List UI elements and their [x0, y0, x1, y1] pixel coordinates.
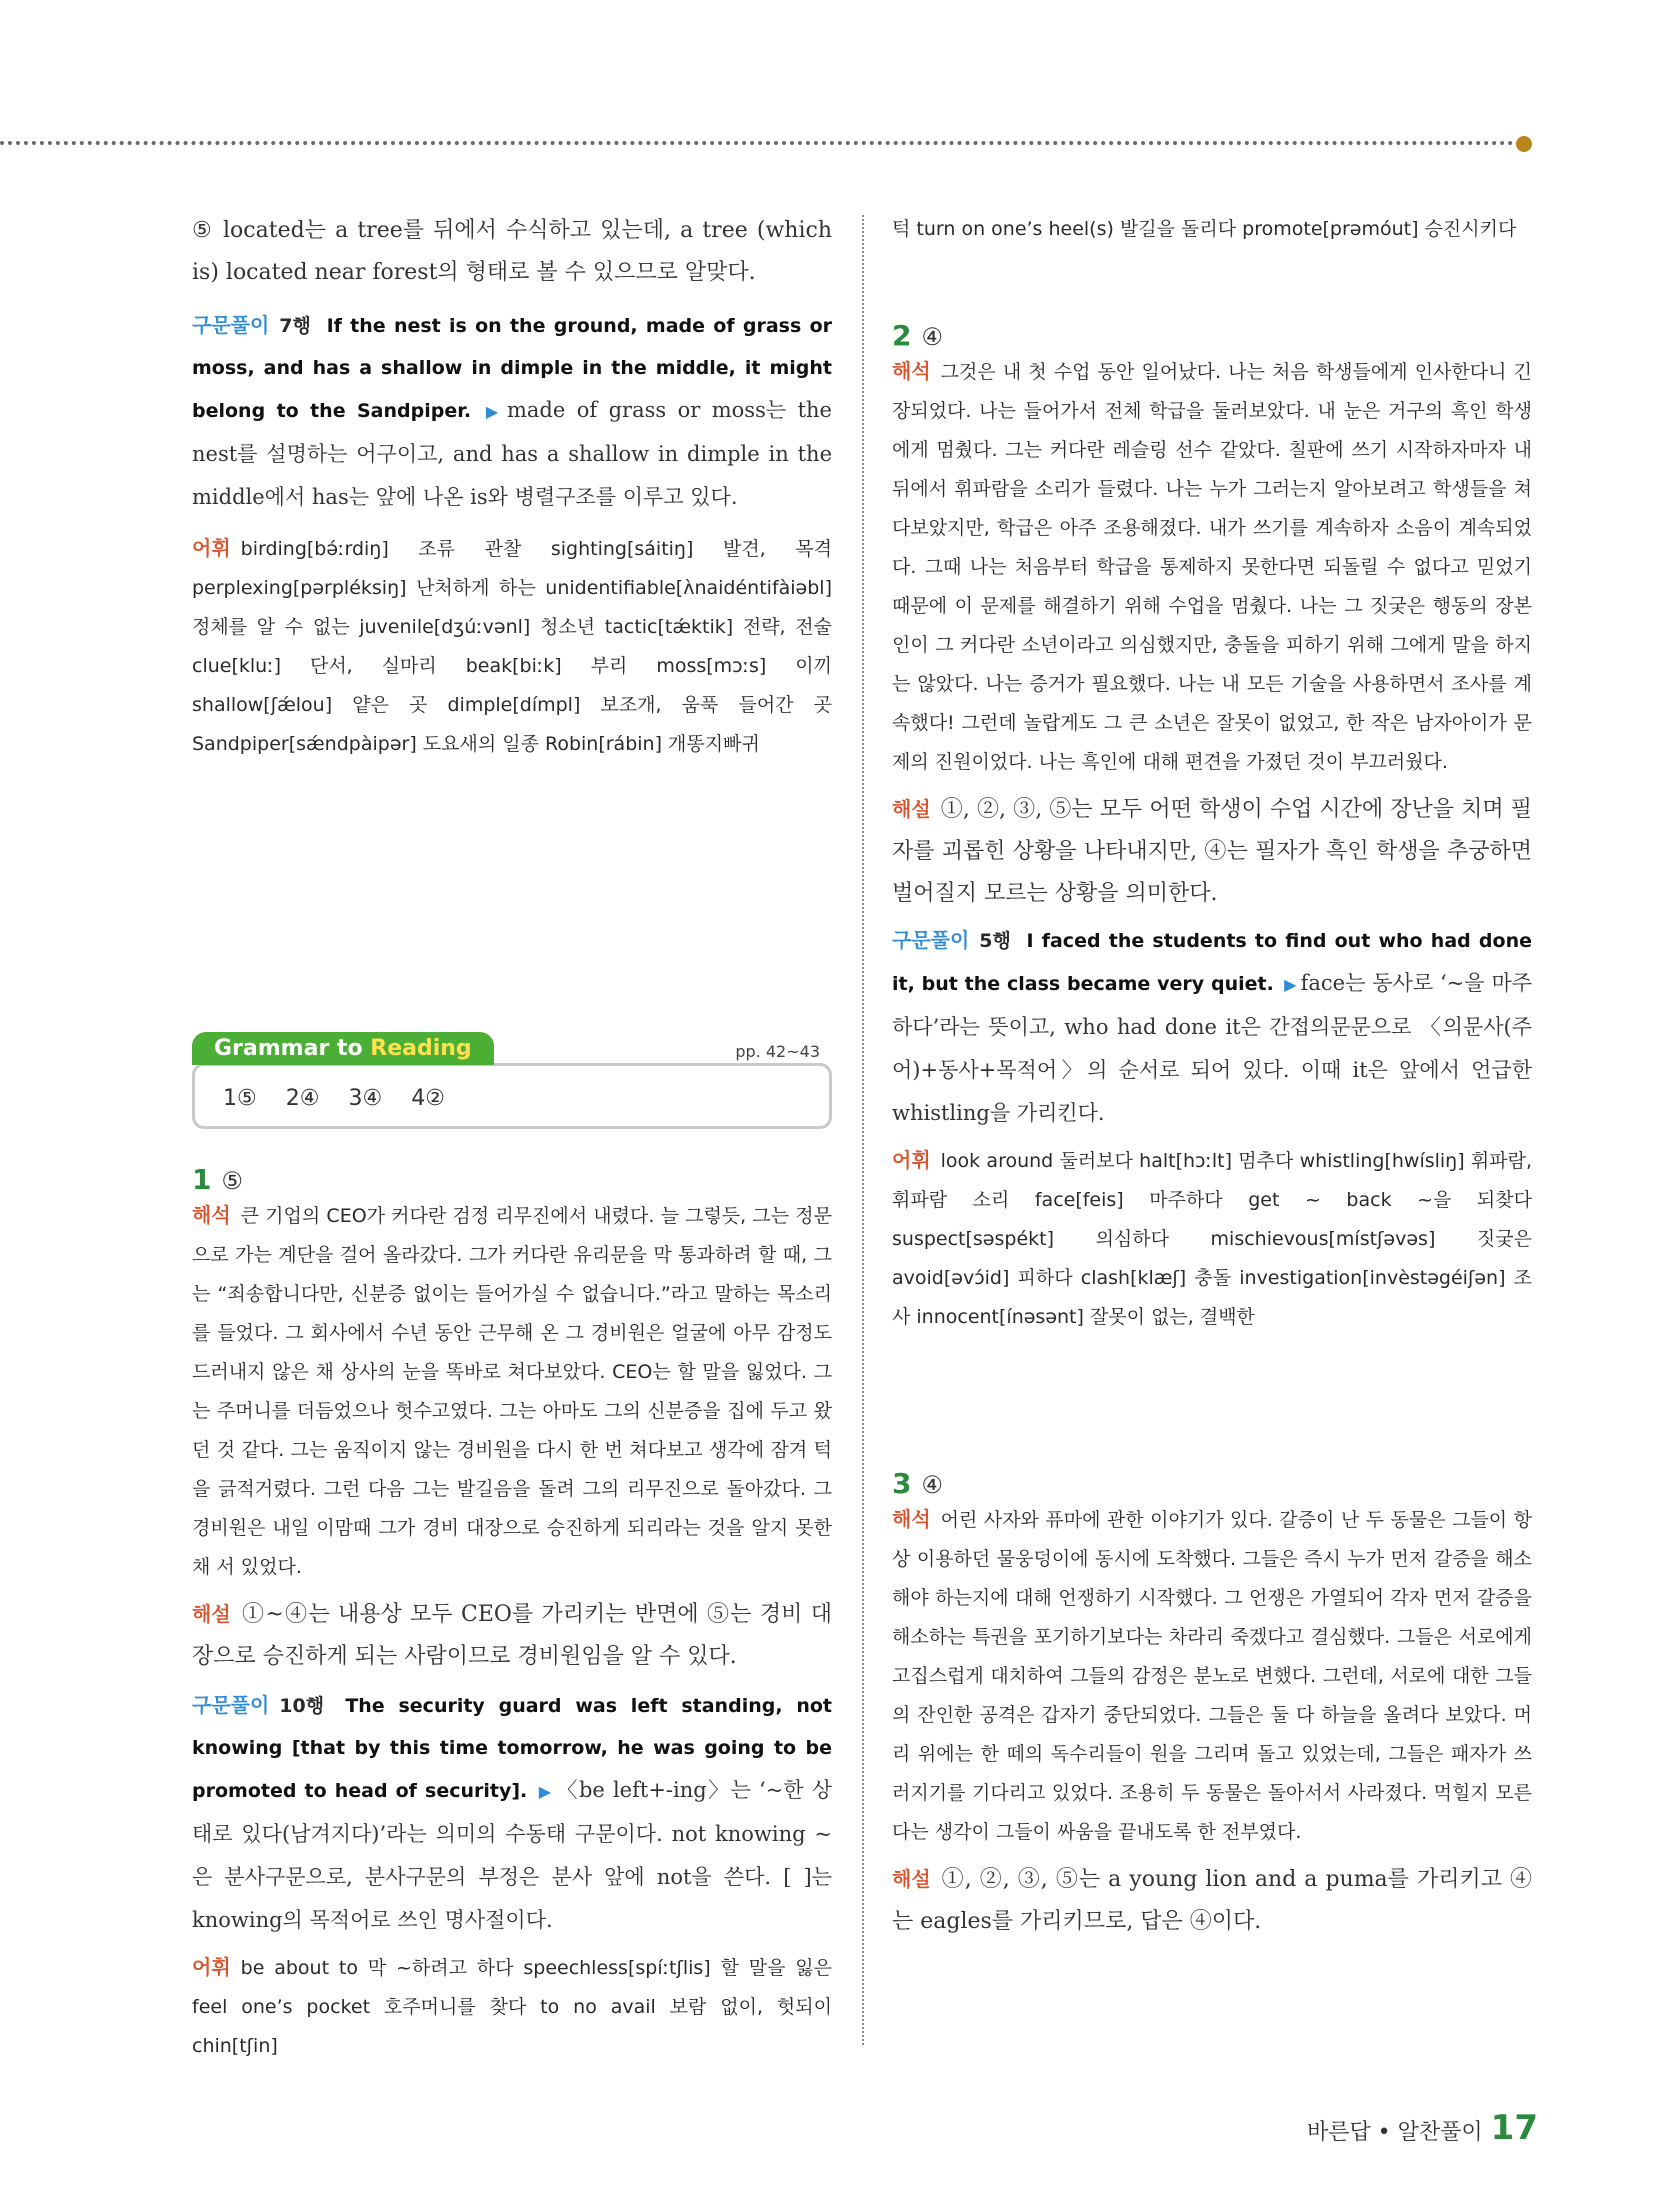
grammar-to-reading-label [192, 1032, 494, 1065]
explanation-1 [192, 1593, 832, 1678]
explanation-tag: 해설 [892, 1867, 931, 1891]
vocab-block-2 [192, 1948, 832, 2066]
question-answer: ④ [921, 1471, 943, 1499]
question-answer: ⑤ [221, 1167, 243, 1195]
vocab-text: look around 둘러보다 halt[hɔːlt] 멈추다 whistling[hwísliŋ] 휘파람, 휘파람 소리 face[feis] 마주하다 get ~ back ~을 되찾다 suspect[səspékt] 의심하다 mischievous[místʃəvəs] 짓궂은 avoid[əvɔ́id] 피하다 clash[klæʃ] 충돌 investigation[invèstəgéiʃən] 조사 innocent[ínəsənt] 잘못이 없는, 결백한 [892, 1150, 1532, 1328]
vocab-block-3 [892, 1141, 1532, 1337]
explanation-text: ①, ②, ③, ⑤는 a young lion and a puma를 가리키고 ④는 eagles를 가리키므로, 답은 ④이다. [892, 1867, 1532, 1934]
arrow-icon: ▶ [538, 1782, 553, 1801]
grammar-to-reading-box [192, 1032, 832, 1129]
explanation-text: ①, ②, ③, ⑤는 모두 어떤 학생이 수업 시간에 장난을 치며 필자를 괴롭힌 상황을 나타내지만, ④는 필자가 흑인 학생을 추궁하면 벌어질지 모르는 상황을 의미한다. [892, 797, 1532, 906]
answer-2: 2④ [285, 1086, 320, 1111]
column-divider [862, 215, 864, 2045]
vocab-tag: 어휘 [892, 1148, 931, 1172]
top-rule-end-dot [1516, 136, 1532, 152]
grammar-pages: pp. 42~43 [735, 1042, 820, 1061]
syntax-sentence: If the nest is on the ground, made of grass or moss, and has a shallow in dimple in the middle, it might belong to the Sandpiper. [192, 315, 832, 422]
translation-text: 큰 기업의 CEO가 커다란 검정 리무진에서 내렸다. 늘 그렇듯, 그는 정문으로 가는 계단을 걸어 올라갔다. 그가 커다란 유리문을 막 통과하려 할 때, 그는 “죄송합니다만, 신분증 없이는 들어가실 수 없습니다.”라고 말하는 목소리를 들었다. 그 회사에서 수년 동안 근무해 온 그 경비원은 얼굴에 아무 감정도 드러내지 않은 채 상사의 눈을 똑바로 쳐다보았다. CEO는 할 말을 잃었다. 그는 주머니를 더듬었으나 헛수고였다. 그는 아마도 그의 신분증을 집에 두고 왔던 것 같다. 그는 움직이지 않는 경비원을 다시 한 번 쳐다보고 생각에 잠겨 턱을 긁적거렸다. 그런 다음 그는 발길음을 돌려 그의 리무진으로 돌아갔다. 그 경비원은 내일 이맘때 그가 경비 대장으로 승진하게 되리라는 것을 알지 못한 채 서 있었다. [192, 1205, 832, 1578]
explanation-3 [892, 1858, 1532, 1943]
vocab-block-1 [192, 529, 832, 764]
arrow-icon: ▶ [1284, 975, 1297, 994]
answer-4: 4② [411, 1086, 445, 1111]
question-2-header [892, 319, 1532, 352]
syntax-explanation: face는 동사로 ‘~을 마주하다’라는 뜻이고, who had done it은 간접의문문으로 〈의문사(주어)+동사+목적어〉의 순서로 되어 있다. 이때 it은 앞에서 언급한 whistling을 가리킨다. [892, 971, 1533, 1125]
arrow-icon: ▶ [485, 402, 503, 421]
page-number: 17 [1490, 2108, 1538, 2148]
syntax-note-1 [192, 304, 832, 519]
translation-tag: 해석 [892, 359, 931, 383]
syntax-tag: 구문풀이 [892, 928, 970, 952]
syntax-sentence: The security guard was left standing, not knowing [that by this time tomorrow, he was going to be promoted to head of security]. [192, 1695, 833, 1802]
syntax-line: 5행 [979, 930, 1011, 952]
translation-text: 그것은 내 첫 수업 동안 일어났다. 나는 처음 학생들에게 인사한다니 긴장되었다. 나는 들어가서 전체 학급을 둘러보았다. 내 눈은 거구의 흑인 학생에게 멈췄다. 그는 커다란 레슬링 선수 같았다. 칠판에 쓰기 시작하자마자 내 뒤에서 휘파람을 소리가 들렸다. 나는 누가 그러는지 알아보려고 학생들을 쳐다보았지만, 학급은 아주 조용해졌다. 내가 쓰기를 계속하자 소음이 계속되었다. 그때 나는 처음부터 학급을 통제하지 못한다면 되돌릴 수 없다고 믿었기 때문에 이 문제를 해결하기 위해 수업을 멈췄다. 나는 그 짓궂은 행동의 장본인이 그 커다란 소년이라고 의심했지만, 충돌을 피하기 위해 그에게 말을 하지는 않았다. 나는 증거가 필요했다. 나는 내 모든 기술을 사용하면서 조사를 계속했다! 그런데 놀랍게도 그 큰 소년은 잘못이 없었고, 한 작은 남자아이가 문제의 진원이었다. 나는 흑인에 대해 편견을 가졌던 것이 부끄러웠다. [892, 361, 1532, 773]
question-number: 1 [192, 1163, 212, 1196]
translation-1 [192, 1196, 832, 1587]
explanation-2 [892, 788, 1532, 915]
grammar-label-b: Reading [370, 1036, 472, 1061]
vocab-tag: 어휘 [192, 1955, 231, 1979]
syntax-line: 10행 [279, 1695, 325, 1717]
question-number: 3 [892, 1467, 912, 1500]
answer-key-box [192, 1063, 832, 1129]
question-3-header [892, 1467, 1532, 1500]
syntax-line: 7행 [279, 315, 311, 337]
vocab-tag: 어휘 [192, 536, 231, 560]
translation-2 [892, 352, 1532, 782]
question-number: 2 [892, 319, 912, 352]
translation-tag: 해석 [892, 1507, 931, 1531]
footer-label: 바른답 • 알찬풀이 [1306, 2120, 1483, 2145]
left-column [192, 210, 832, 2066]
translation-3 [892, 1500, 1532, 1852]
syntax-note-3 [892, 919, 1532, 1135]
explanation-tag: 해설 [192, 1602, 231, 1626]
vocab-continuation: 턱 turn on one’s heel(s) 발길을 돌리다 promote[prəmóut] 승진시키다 [892, 218, 1517, 240]
question-1-header [192, 1163, 832, 1196]
vocab-text: birding[bə́ːrdiŋ] 조류 관찰 sighting[sáitiŋ] 발견, 목격 perplexing[pərpléksiŋ] 난처하게 하는 unidentifiable[ʌ̀naidéntifàiəbl] 정체를 알 수 없는 juvenile[dʒúːvənl] 청소년 tactic[tǽktik] 전략, 전술 clue[kluː] 단서, 실마리 beak[biːk] 부리 moss[mɔːs] 이끼 shallow[ʃǽlou] 얕은 곳 dimple[dímpl] 보조개, 움푹 들어간 곳 Sandpiper[sǽndpàipər] 도요새의 일종 Robin[rábin] 개똥지빠귀 [192, 538, 832, 755]
answer-1: 1⑤ [223, 1086, 257, 1111]
answer-3: 3④ [348, 1086, 383, 1111]
syntax-note-2 [192, 1684, 832, 1942]
grammar-label-a: Grammar to [214, 1036, 371, 1061]
syntax-tag: 구문풀이 [192, 313, 270, 337]
left-intro-paragraph: ⑤ located는 a tree를 뒤에서 수식하고 있는데, a tree (which is) located near forest의 형태로 볼 수 있으므로 알맞다. [192, 218, 832, 285]
syntax-sentence: I faced the students to find out who had done it, but the class became very quiet. [892, 930, 1532, 995]
syntax-tag: 구문풀이 [192, 1693, 270, 1717]
explanation-text: ①~④는 내용상 모두 CEO를 가리키는 반면에 ⑤는 경비 대장으로 승진하게 되는 사람이므로 경비원임을 알 수 있다. [192, 1602, 832, 1669]
syntax-explanation: 〈be left+-ing〉는 ‘~한 상태로 있다(남겨지다)’라는 의미의 수동태 구문이다. not knowing ~은 분사구문으로, 분사구문의 부정은 분사 앞에 not을 쓴다. [ ]는 knowing의 목적어로 쓰인 명사절이다. [192, 1778, 832, 1932]
top-dotted-rule [0, 141, 1522, 145]
explanation-tag: 해설 [892, 797, 931, 821]
question-answer: ④ [921, 323, 943, 351]
page-footer [1307, 2108, 1538, 2148]
translation-text: 어린 사자와 퓨마에 관한 이야기가 있다. 갈증이 난 두 동물은 그들이 항상 이용하던 물웅덩이에 동시에 도착했다. 그들은 즉시 누가 먼저 갈증을 해소해야 하는지에 대해 언쟁하기 시작했다. 그 언쟁은 가열되어 각자 먼저 갈증을 해소하는 특권을 포기하기보다는 차라리 죽겠다고 결심했다. 그들은 서로에게 고집스럽게 대치하여 그들의 감정은 분노로 변했다. 그런데, 서로에 대한 그들의 잔인한 공격은 갑자기 중단되었다. 그들은 둘 다 하늘을 올려다 보았다. 머리 위에는 한 떼의 독수리들이 원을 그리며 돌고 있었는데, 그들은 패자가 쓰러지기를 기다리고 있었다. 조용히 두 동물은 돌아서서 사라졌다. 먹힐지 모른다는 생각이 그들이 싸움을 끝내도록 한 전부였다. [892, 1509, 1532, 1843]
right-column [892, 210, 1532, 1943]
syntax-explanation: made of grass or moss는 the nest를 설명하는 어구이고, and has a shallow in dimple in the middle에서 has는 앞에 나온 is와 병렬구조를 이루고 있다. [192, 398, 832, 509]
translation-tag: 해석 [192, 1203, 231, 1227]
vocab-text: be about to 막 ~하려고 하다 speechless[spíːtʃlis] 할 말을 잃은 feel one’s pocket 호주머니를 찾다 to no avail 보람 없이, 헛되이 chin[tʃin] [192, 1957, 832, 2057]
